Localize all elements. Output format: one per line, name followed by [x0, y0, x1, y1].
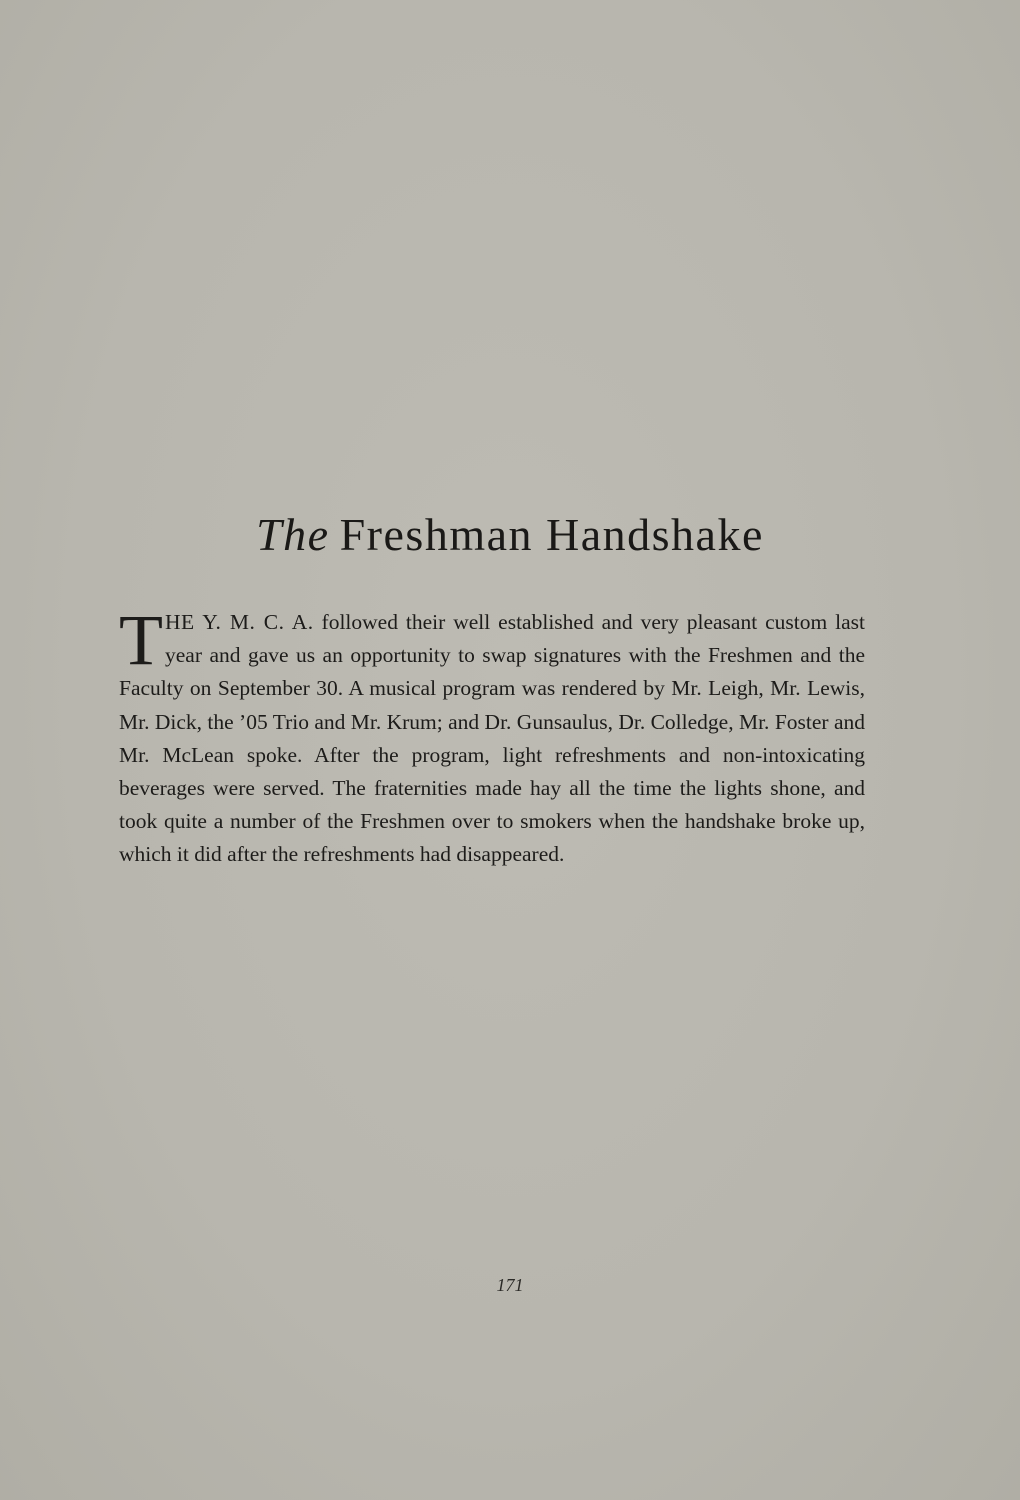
drop-cap: T — [119, 600, 163, 680]
page-title — [0, 508, 1020, 561]
article-paragraph — [119, 600, 865, 872]
article-opening: HE Y. M. C. A. — [164, 610, 314, 634]
title-prefix: The — [256, 509, 330, 560]
page-number: 171 — [496, 1275, 524, 1295]
article-text: followed their well established and very pleasant custom last year and gave us an opportunity to swap signatures with the Freshmen and the Faculty on September 30. A musical program was rendered by Mr. Leigh, Mr. Lewis, Mr. Dick, the ’05 Trio and Mr. Krum; and Dr. Gunsaulus, Dr. Colledge, Mr. Foster and Mr. McLean spoke. After the program, light refreshments and non-intoxicating beverages were served. The fraternities made hay all the time the lights shone, and took quite a number of the Freshmen over to smokers when the handshake broke up, which it did after the refreshments had disappeared. — [119, 610, 865, 867]
title-main: Freshman Handshake — [339, 509, 764, 560]
